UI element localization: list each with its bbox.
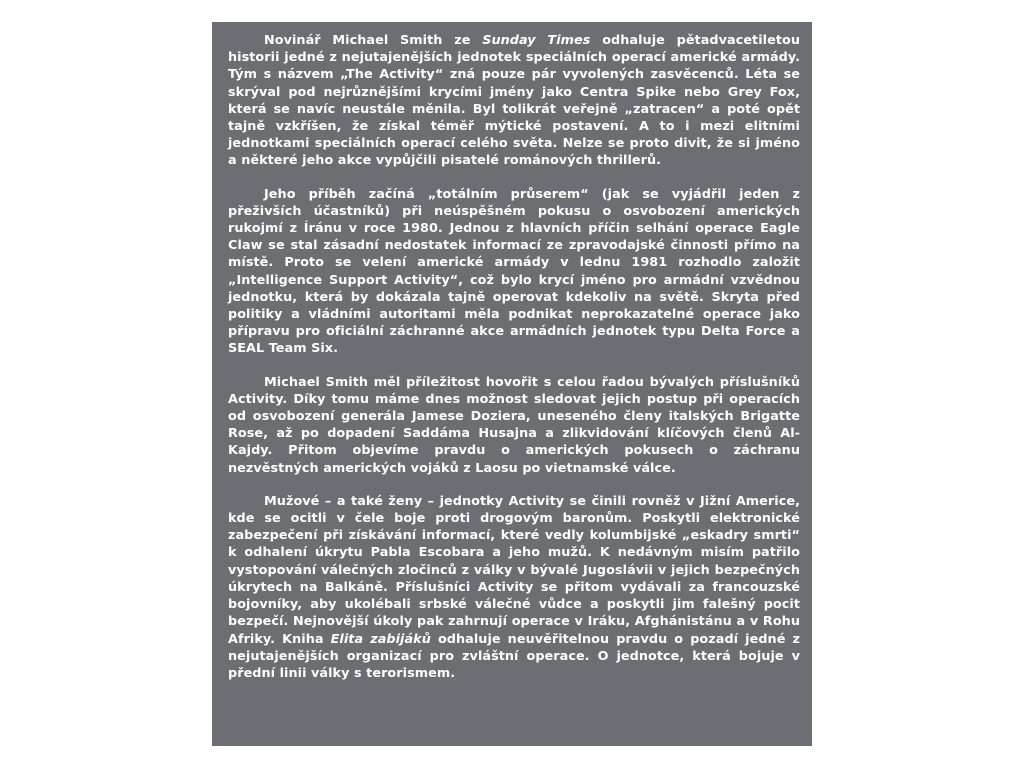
book-title: Elita zabijáků [330, 631, 431, 647]
text-segment: Mužové – a také ženy – jednotky Activity se činili rovněž v Jižní Americe, kde se ocitli v čele boje proti drogovým baronům. Poskytli elektronické zabezpečení při získávání informací, které vedly kolumbijské „eskadry smrti“ k odhalení úkrytu Pabla Escobara a jeho mužů. K nedávným misím patřilo vystopování válečných zločinců z války v bývalé Jugoslávii v jejich bezpečných úkrytech na Balkáně. Příslušníci Activity se přitom vydávali za francouzské bojovníky, aby ukolébali srbské válečné vůdce a poskytli jim falešný pocit bezpečí. Nejnovější úkoly pak zahrnují operace v Iráku, Afghánistánu a v Rohu Afriky. Kniha [228, 493, 800, 647]
paragraph-2 [228, 186, 800, 358]
text-segment: Michael Smith měl příležitost hovořit s celou řadou bývalých příslušníků Activity. Díky tomu máme dnes možnost sledovat jejich postup při operacích od osvobození generála Jamese Doziera, uneseného členy italských Brigatte Rose, až po dopadení Saddáma Husajna a zlikvidování klíčových členů Al-Kajdy. Přitom objevíme pravdu o amerických pokusech o záchranu nezvěstných amerických vojáků z Laosu po vietnamské válce. [228, 374, 800, 476]
text-segment: odhaluje neuvěřitelnou pravdu o pozadí jedné z nejutajenějších organizací pro zvláštní operace. O jednotce, která bojuje v přední linii války s terorismem. [228, 631, 800, 681]
text-segment: Jeho příběh začíná „totálním průserem“ (jak se vyjádřil jeden z přeživších účastníků) při neúspěšném pokusu o osvobození amerických rukojmí z Íránu v roce 1980. Jednou z hlavních příčin selhání operace Eagle Claw se stal zásadní nedostatek informací ze zpravodajské činnosti přímo na místě. Proto se velení americké armády v lednu 1981 rozhodlo založit „Intelligence Support Activity“, což bylo krycí jméno pro armádní vzvědnou jednotku, která by dokázala tajně operovat kdekoliv na světě. Skryta před politiky a vládními autoritami měla podnikat neprokazatelné operace jako přípravu pro oficiální záchranné akce armádních jednotek typu Delta Force a SEAL Team Six. [228, 186, 800, 357]
paragraph-1 [228, 32, 800, 170]
paragraph-3 [228, 374, 800, 477]
text-segment: odhaluje pětadvacetiletou historii jedné z nejutajenějších jednotek speciálních operací americké armády. Tým s názvem „The Activity“ zná pouze pár vyvolených zasvěcenců. Léta se skrýval pod nejrůznějšími krycími jmény jako Centra Spike nebo Grey Fox, která se navíc neustále měnila. Byl tolikrát veřejně „zatracen“ a poté opět tajně vzkříšen, že získal téměř mýtické postavení. A to i mezi elitními jednotkami speciálních operací celého světa. Nelze se proto divit, že si jméno a některé jeho akce vypůjčili pisatelé románových thrillerů. [228, 33, 800, 169]
book-blurb-panel [212, 22, 812, 746]
publication-title: Sunday Times [482, 33, 591, 48]
text-segment: Novinář Michael Smith ze [264, 33, 483, 48]
paragraph-4 [228, 493, 800, 682]
